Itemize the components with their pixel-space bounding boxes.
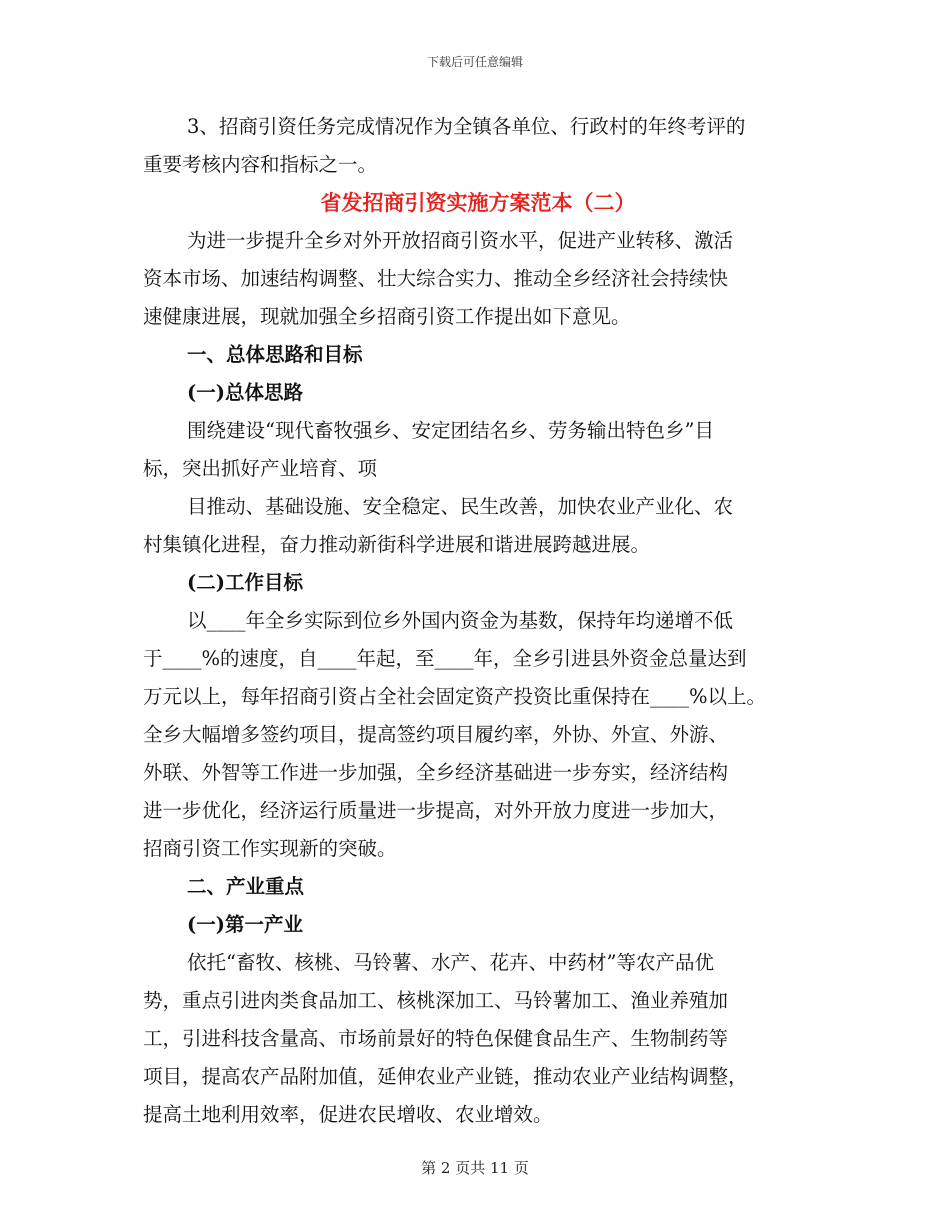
paragraph-line: 势，重点引进肉类食品加工、核桃深加工、马铃薯加工、渔业养殖加: [143, 989, 729, 1012]
paragraph-line: 标，突出抓好产业培育、项: [143, 457, 378, 480]
paragraph-line: 村集镇化进程，奋力推动新街科学进展和谐进展跨越进展。: [143, 533, 651, 556]
paragraph-line: 提高土地利用效率，促进农民增收、农业增效。: [143, 1103, 553, 1126]
section-title: 省发招商引资实施方案范本（二）: [320, 190, 636, 215]
heading-level-1: 二、产业重点: [187, 875, 305, 898]
paragraph-line: 万元以上，每年招商引资占全社会固定资产投资比重保持在____%以上。: [143, 685, 767, 708]
paragraph-line: 工，引进科技含量高、市场前景好的特色保健食品生产、生物制药等: [143, 1027, 729, 1050]
paragraph-line: 3、招商引资任务完成情况作为全镇各单位、行政村的年终考评的: [187, 115, 746, 138]
heading-level-2: (二)工作目标: [187, 571, 303, 594]
paragraph-line: 项目，提高农产品附加值，延伸农业产业链，推动农业产业结构调整，: [143, 1065, 748, 1088]
paragraph-line: 外联、外智等工作进一步加强，全乡经济基础进一步夯实，经济结构: [143, 761, 729, 784]
paragraph-line: 招商引资工作实现新的突破。: [143, 837, 397, 860]
paragraph-line: 为进一步提升全乡对外开放招商引资水平，促进产业转移、激活: [187, 229, 734, 252]
paragraph-line: 资本市场、加速结构调整、壮大综合实力、推动全乡经济社会持续快: [143, 267, 729, 290]
heading-level-1: 一、总体思路和目标: [187, 343, 363, 366]
document-body: [143, 108, 813, 1134]
page-header: 下载后可任意编辑: [426, 55, 523, 69]
paragraph-line: 于____%的速度，自____年起，至____年，全乡引进县外资金总量达到: [143, 647, 747, 670]
paragraph-line: 进一步优化，经济运行质量进一步提高，对外开放力度进一步加大，: [143, 799, 729, 822]
heading-level-2: (一)总体思路: [187, 381, 303, 404]
page-footer: 第 2 页共 11 页: [421, 1159, 529, 1177]
paragraph-line: 全乡大幅增多签约项目，提高签约项目履约率，外协、外宣、外游、: [143, 723, 729, 746]
heading-level-2: (一)第一产业: [187, 913, 303, 936]
paragraph-line: 依托“畜牧、核桃、马铃薯、水产、花卉、中药材”等农产品优: [187, 951, 714, 974]
paragraph-line: 围绕建设“现代畜牧强乡、安定团结名乡、劳务输出特色乡”目: [187, 419, 714, 442]
paragraph-line: 以____年全乡实际到位乡外国内资金为基数，保持年均递增不低: [187, 609, 734, 632]
paragraph-line: 速健康进展，现就加强全乡招商引资工作提出如下意见。: [143, 305, 631, 328]
paragraph-line: 重要考核内容和指标之一。: [143, 153, 378, 176]
paragraph-line: 目推动、基础设施、安全稳定、民生改善，加快农业产业化、农: [187, 495, 734, 518]
